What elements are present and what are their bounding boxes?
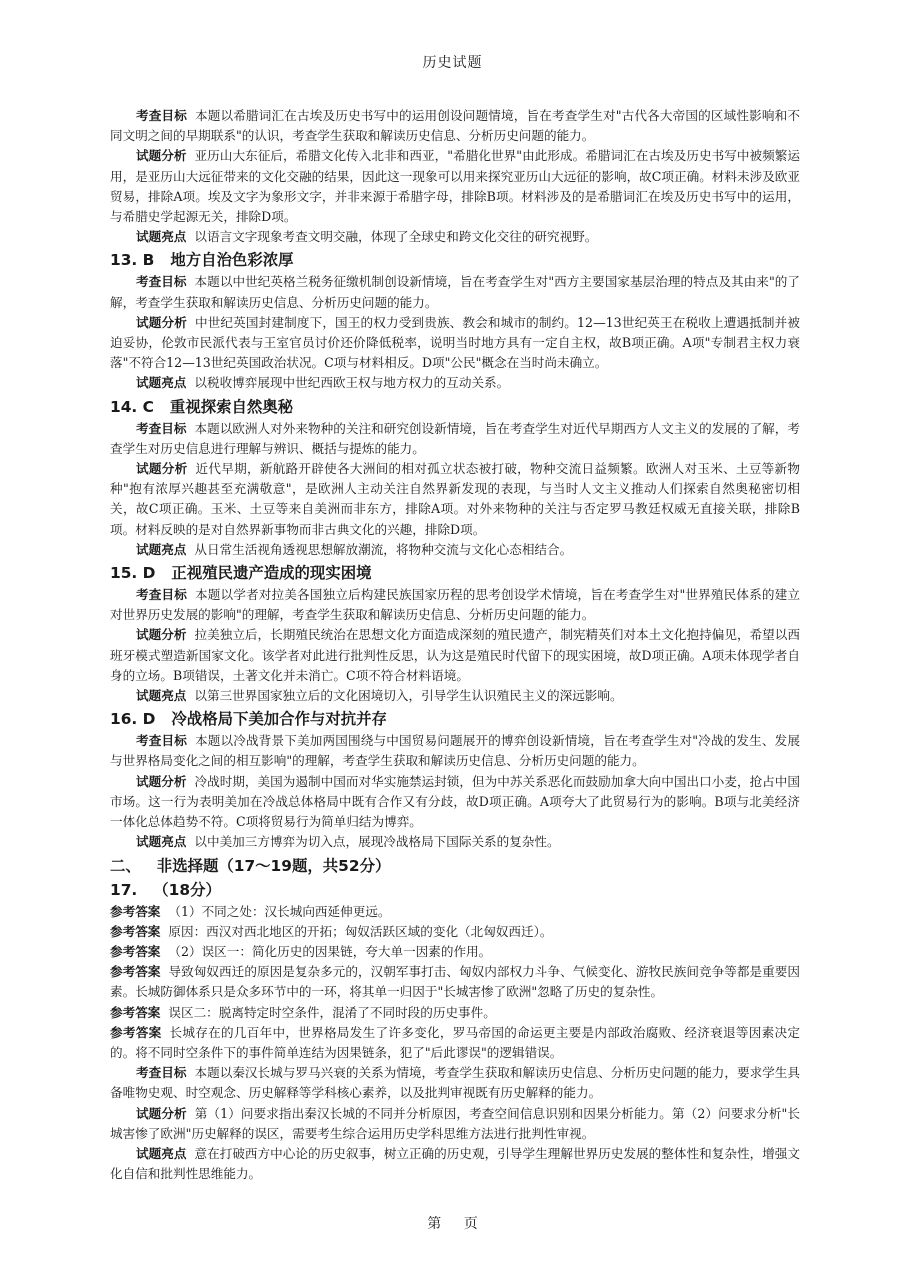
paragraph-text: 意在打破西方中心论的历史叙事，树立正确的历史观，引导学生理解世界历史发展的整体性和复杂性，增强文化自信和批判性思维能力。 bbox=[110, 1145, 801, 1182]
paragraph-label: 参考答案 bbox=[110, 943, 161, 959]
paragraph-text: 导致匈奴西迁的原因是复杂多元的，汉朝军事打击、匈奴内部权力斗争、气候变化、游牧民族间竞争等都是重要因素。长城防御体系只是众多环节中的一环，将其单一归因于"长城害惨了欧洲"忽略了历史的复杂性。 bbox=[110, 964, 801, 1000]
paragraph-text: 第（1）问要求指出秦汉长城的不同并分析原因，考查空间信息识别和因果分析能力。第（2）问要求分析"长城害惨了欧洲"历史解释的误区，需要考生综合运用历史学科思维方法进行批判性审视。 bbox=[110, 1105, 801, 1141]
analysis-paragraph bbox=[110, 1104, 800, 1144]
paragraph-label: 参考答案 bbox=[110, 923, 161, 939]
analysis-paragraph bbox=[110, 1003, 800, 1023]
paragraph-label: 试题亮点 bbox=[136, 541, 187, 557]
section-heading bbox=[110, 879, 800, 901]
paragraph-label: 参考答案 bbox=[110, 964, 161, 980]
paragraph-text: 近代早期，新航路开辟使各大洲间的相对孤立状态被打破，物种交流日益频繁。欧洲人对玉米、土豆等新物种"抱有浓厚兴趣甚至充满敬意"，是欧洲人主动关注自然界新发现的表现，与当时人文主义推动人们探索自然奥秘密切相关，故C项正确。玉米、土豆等来自美洲而非东方，排除A项。对外来物种的关注与否定罗马教廷权威无直接关联，排除B项。材料反映的是对自然界新事物而非古典文化的兴趣，排除D项。 bbox=[110, 461, 801, 537]
analysis-paragraph bbox=[110, 1063, 800, 1103]
paragraph-label: 试题分析 bbox=[136, 461, 188, 477]
paragraph-text: 长城存在的几百年中，世界格局发生了许多变化，罗马帝国的命运更主要是内部政治腐败、经济衰退等因素决定的。将不同时空条件下的事件简单连结为因果链条，犯了"后此谬误"的逻辑错误。 bbox=[110, 1024, 801, 1060]
paragraph-label: 试题分析 bbox=[136, 627, 187, 643]
section-heading bbox=[110, 396, 800, 418]
paragraph-text: 本题以希腊词汇在古埃及历史书写中的运用创设问题情境，旨在考查学生对"古代各大帝国的区域性影响和不同文明之间的早期联系"的认识，考查学生获取和解读历史信息、分析历史问题的能力。 bbox=[110, 108, 800, 144]
analysis-paragraph bbox=[110, 962, 800, 1002]
paragraph-text: 误区二：脱离特定时空条件，混淆了不同时段的历史事件。 bbox=[168, 1004, 496, 1020]
paragraph-text: 本题以欧洲人对外来物种的关注和研究创设新情境，旨在考查学生对近代早期西方人文主义的发展的了解，考查学生对历史信息进行理解与辨识、概括与提炼的能力。 bbox=[110, 420, 801, 456]
paragraph-text: 中世纪英国封建制度下，国王的权力受到贵族、教会和城市的制约。12—13世纪英王在税收上遭遇抵制并被迫妥协，伦敦市民派代表与王室官员讨价还价降低税率，说明当时地方具有一定自主权，故B项正确。A项"专制君主权力衰落"不符合12—13世纪英国政治状况。C项与材料相反。D项"公民"概念在当时尚未确立。 bbox=[110, 314, 800, 371]
paragraph-text: 以第三世界国家独立后的文化困境切入，引导学生认识殖民主义的深远影响。 bbox=[194, 688, 623, 704]
paragraph-text: （1）不同之处：汉长城向西延伸更远。 bbox=[168, 903, 391, 919]
paragraph-label: 考查目标 bbox=[136, 733, 187, 749]
paragraph-text: 以中美加三方博弈为切入点，展现冷战格局下国际关系的复杂性。 bbox=[194, 834, 560, 850]
paragraph-label: 考查目标 bbox=[136, 420, 187, 436]
paragraph-label: 试题分析 bbox=[136, 773, 187, 789]
analysis-paragraph bbox=[110, 419, 800, 459]
paragraph-label: 试题分析 bbox=[136, 1105, 187, 1121]
analysis-paragraph bbox=[110, 625, 800, 686]
question-number: 13. B bbox=[110, 251, 155, 270]
section-title: 正视殖民遗产造成的现实困境 bbox=[171, 564, 372, 583]
analysis-paragraph bbox=[110, 942, 800, 962]
paragraph-text: 本题以冷战背景下美加两国围绕与中国贸易问题展开的博弈创设新情境，旨在考查学生对"冷战的发生、发展与世界格局变化之间的相互影响"的理解，考查学生获取和解读历史信息、分析历史问题的能力。 bbox=[110, 733, 800, 769]
page-header: 历史试题 bbox=[422, 55, 483, 71]
analysis-paragraph bbox=[110, 772, 800, 833]
section-title: （18分） bbox=[153, 880, 221, 899]
analysis-paragraph bbox=[110, 902, 800, 922]
paragraph-text: 拉美独立后，长期殖民统治在思想文化方面造成深刻的殖民遗产，制宪精英们对本土文化抱持偏见，希望以西班牙模式塑造新国家文化。该学者对此进行批判性反思，认为这是殖民时代留下的现实困境，故D项正确。A项未体现学者自身的立场。B项错误，土著文化并未消亡。C项不符合材料语境。 bbox=[110, 627, 801, 683]
analysis-paragraph bbox=[110, 459, 800, 540]
analysis-paragraph bbox=[110, 1144, 800, 1184]
analysis-paragraph bbox=[110, 832, 800, 852]
question-number: 15. D bbox=[110, 564, 156, 583]
section-heading bbox=[110, 708, 800, 730]
paragraph-text: 原因：西汉对西北地区的开拓；匈奴活跃区域的变化（北匈奴西迁）。 bbox=[168, 923, 553, 939]
paragraph-text: 以语言文字现象考查文明交融，体现了全球史和跨文化交往的研究视野。 bbox=[194, 229, 598, 245]
section-title: 重视探索自然奥秘 bbox=[169, 397, 294, 416]
section-heading bbox=[110, 562, 800, 584]
paragraph-text: 亚历山大东征后，希腊文化传入北非和西亚，"希腊化世界"由此形成。希腊词汇在古埃及历史书写中被频繁运用，是亚历山大远征带来的文化交融的结果，因此这一现象可以用来探究亚历山大远征的影响，故C项正确。材料未涉及欧亚贸易，排除A项。埃及文字为象形文字，并非来源于希腊字母，排除B项。材料涉及的是希腊词汇在埃及历史书写中的运用，与希腊史学起源无关，排除D项。 bbox=[110, 148, 800, 225]
question-number: 14. C bbox=[110, 397, 154, 416]
section-title: 冷战格局下美加合作与对抗并存 bbox=[171, 710, 387, 729]
paragraph-label: 参考答案 bbox=[110, 1024, 162, 1040]
analysis-paragraph bbox=[110, 540, 800, 560]
question-number: 17. bbox=[110, 880, 138, 899]
paragraph-text: 本题以秦汉长城与罗马兴衰的关系为情境，考查学生获取和解读历史信息、分析历史问题的能力，要求学生具备唯物史观、时空观念、历史解释等学科核心素养，以及批判审视既有历史解释的能力。 bbox=[110, 1065, 801, 1101]
analysis-paragraph bbox=[110, 373, 800, 393]
paragraph-text: 冷战时期，美国为遏制中国而对华实施禁运封锁，但为中苏关系恶化而鼓励加拿大向中国出口小麦，抢占中国市场。这一行为表明美加在冷战总体格局中既有合作又有分歧，故D项正确。A项夸大了此贸易行为的影响。B项与北美经济一体化总体趋势不符。C项将贸易行为简单归结为博弈。 bbox=[110, 773, 801, 830]
paragraph-label: 试题亮点 bbox=[136, 1145, 187, 1161]
paragraph-label: 试题分析 bbox=[136, 148, 187, 164]
paragraph-label: 考查目标 bbox=[136, 1065, 187, 1081]
page-footer: 第 页 bbox=[427, 1216, 478, 1232]
paragraph-text: （2）误区一：简化历史的因果链，夸大单一因素的作用。 bbox=[168, 943, 492, 959]
paragraph-text: 本题以中世纪英格兰税务征缴机制创设新情境，旨在考查学生对"西方主要国家基层治理的特点及其由来"的了解，考查学生获取和解读历史信息、分析历史问题的能力。 bbox=[110, 274, 800, 310]
paragraph-label: 试题亮点 bbox=[136, 229, 187, 245]
paragraph-text: 从日常生活视角透视思想解放潮流，将物种交流与文化心态相结合。 bbox=[194, 541, 573, 557]
section-heading bbox=[110, 855, 800, 877]
analysis-paragraph bbox=[110, 731, 800, 771]
paragraph-label: 试题亮点 bbox=[136, 834, 187, 850]
analysis-paragraph bbox=[110, 1023, 800, 1063]
paragraph-text: 以税收博弈展现中世纪西欧王权与地方权力的互动关系。 bbox=[194, 375, 510, 391]
analysis-paragraph bbox=[110, 585, 800, 625]
section-title: 非选择题（17～19题，共52分） bbox=[156, 856, 391, 875]
analysis-paragraph bbox=[110, 227, 800, 247]
paragraph-label: 参考答案 bbox=[110, 1004, 161, 1020]
paragraph-text: 本题以学者对拉美各国独立后构建民族国家历程的思考创设学术情境，旨在考查学生对"世界殖民体系的建立对世界历史发展的影响"的理解，考查学生获取和解读历史信息、分析历史问题的能力。 bbox=[110, 587, 800, 623]
question-number: 二、 bbox=[110, 856, 141, 875]
section-title: 地方自治色彩浓厚 bbox=[170, 251, 294, 270]
paragraph-label: 考查目标 bbox=[136, 108, 187, 123]
question-number: 16. D bbox=[110, 710, 156, 729]
analysis-paragraph bbox=[110, 686, 800, 706]
paragraph-label: 参考答案 bbox=[110, 903, 161, 919]
analysis-paragraph bbox=[110, 146, 800, 227]
paragraph-label: 试题亮点 bbox=[136, 375, 187, 391]
analysis-paragraph bbox=[110, 272, 800, 312]
section-heading bbox=[110, 249, 800, 271]
paragraph-label: 试题亮点 bbox=[136, 688, 187, 704]
analysis-paragraph bbox=[110, 922, 800, 942]
analysis-paragraph bbox=[110, 313, 800, 374]
paragraph-label: 考查目标 bbox=[136, 274, 187, 290]
paragraph-label: 试题分析 bbox=[136, 314, 187, 330]
analysis-paragraph bbox=[110, 106, 800, 146]
paragraph-label: 考查目标 bbox=[136, 587, 187, 603]
document-body bbox=[110, 106, 800, 1184]
